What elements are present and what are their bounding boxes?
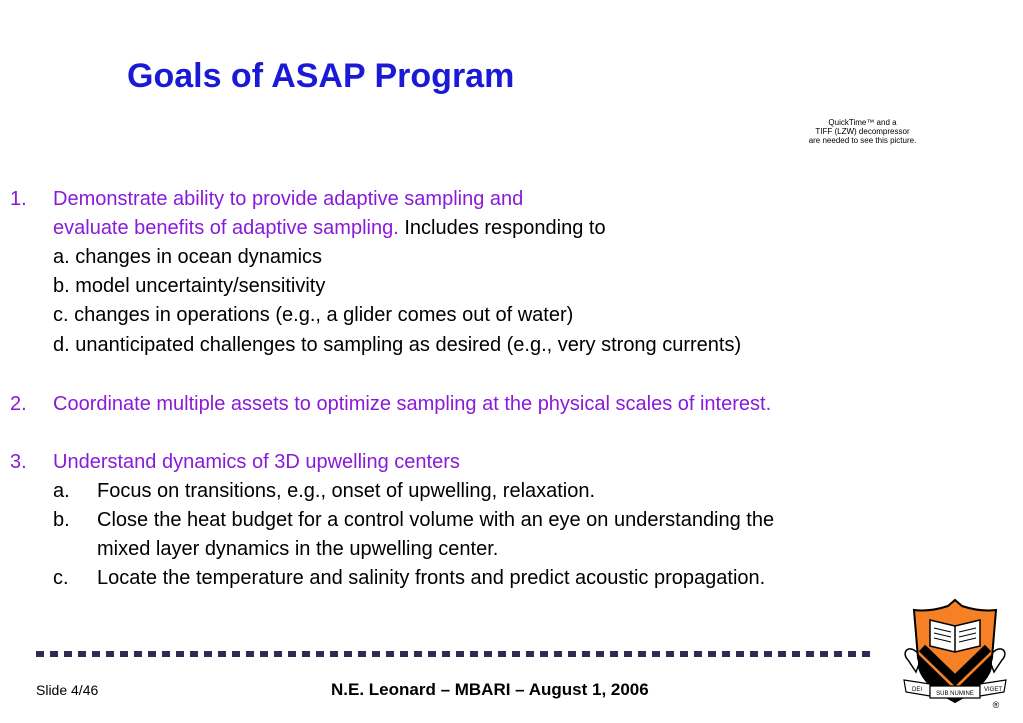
registered-mark: ® [992, 700, 1000, 710]
goal-1-item-b: b. model uncertainty/sensitivity [53, 275, 326, 297]
footer-credit: N.E. Leonard – MBARI – August 1, 2006 [331, 680, 649, 699]
crest-banner-left: DEI [911, 687, 923, 693]
slide-number: Slide 4/46 [36, 682, 99, 698]
goal-3-item-c-label: c. [53, 567, 69, 589]
goal-1-line-2 [53, 216, 606, 240]
goal-3-item-a-text: Focus on transitions, e.g., onset of upwelling, relaxation. [97, 480, 596, 502]
goal-3-item-a-label: a. [53, 480, 70, 502]
goal-3-text: Understand dynamics of 3D upwelling centers [53, 451, 460, 473]
goal-3-item-c-text: Locate the temperature and salinity fronts and predict acoustic propagation. [97, 567, 766, 589]
quicktime-line-1: QuickTime™ and a [828, 118, 897, 127]
goal-1-item-d: d. unanticipated challenges to sampling as desired (e.g., very strong currents) [53, 334, 742, 356]
goal-3-item-b-text: Close the heat budget for a control volume with an eye on understanding the [97, 509, 775, 531]
crest-banner-middle: SUB NUMINE [936, 691, 974, 697]
goal-3-item-b-text-cont: mixed layer dynamics in the upwelling center. [97, 538, 499, 560]
goal-1-line-2-highlight: evaluate benefits of adaptive sampling. [53, 217, 399, 239]
princeton-shield-logo [900, 598, 1010, 710]
goal-1-item-a: a. changes in ocean dynamics [53, 246, 323, 268]
goal-1-item-c: c. changes in operations (e.g., a glider comes out of water) [53, 304, 574, 326]
quicktime-placeholder [790, 118, 935, 145]
quicktime-line-2: TIFF (LZW) decompressor [815, 127, 910, 136]
footer-dashed-divider [36, 651, 874, 657]
goal-3-item-b-label: b. [53, 509, 70, 531]
goal-1-line-2-rest: Includes responding to [398, 217, 606, 239]
goal-1-number: 1. [10, 188, 27, 210]
crest-banner-right: VIGET [983, 687, 1003, 693]
goal-3-number: 3. [10, 451, 27, 473]
goal-2-text: Coordinate multiple assets to optimize sampling at the physical scales of interest. [53, 393, 772, 415]
slide-title: Goals of ASAP Program [127, 57, 515, 95]
goal-1-line-1: Demonstrate ability to provide adaptive sampling and [53, 188, 524, 210]
quicktime-line-3: are needed to see this picture. [808, 136, 917, 145]
goal-2-number: 2. [10, 393, 27, 415]
